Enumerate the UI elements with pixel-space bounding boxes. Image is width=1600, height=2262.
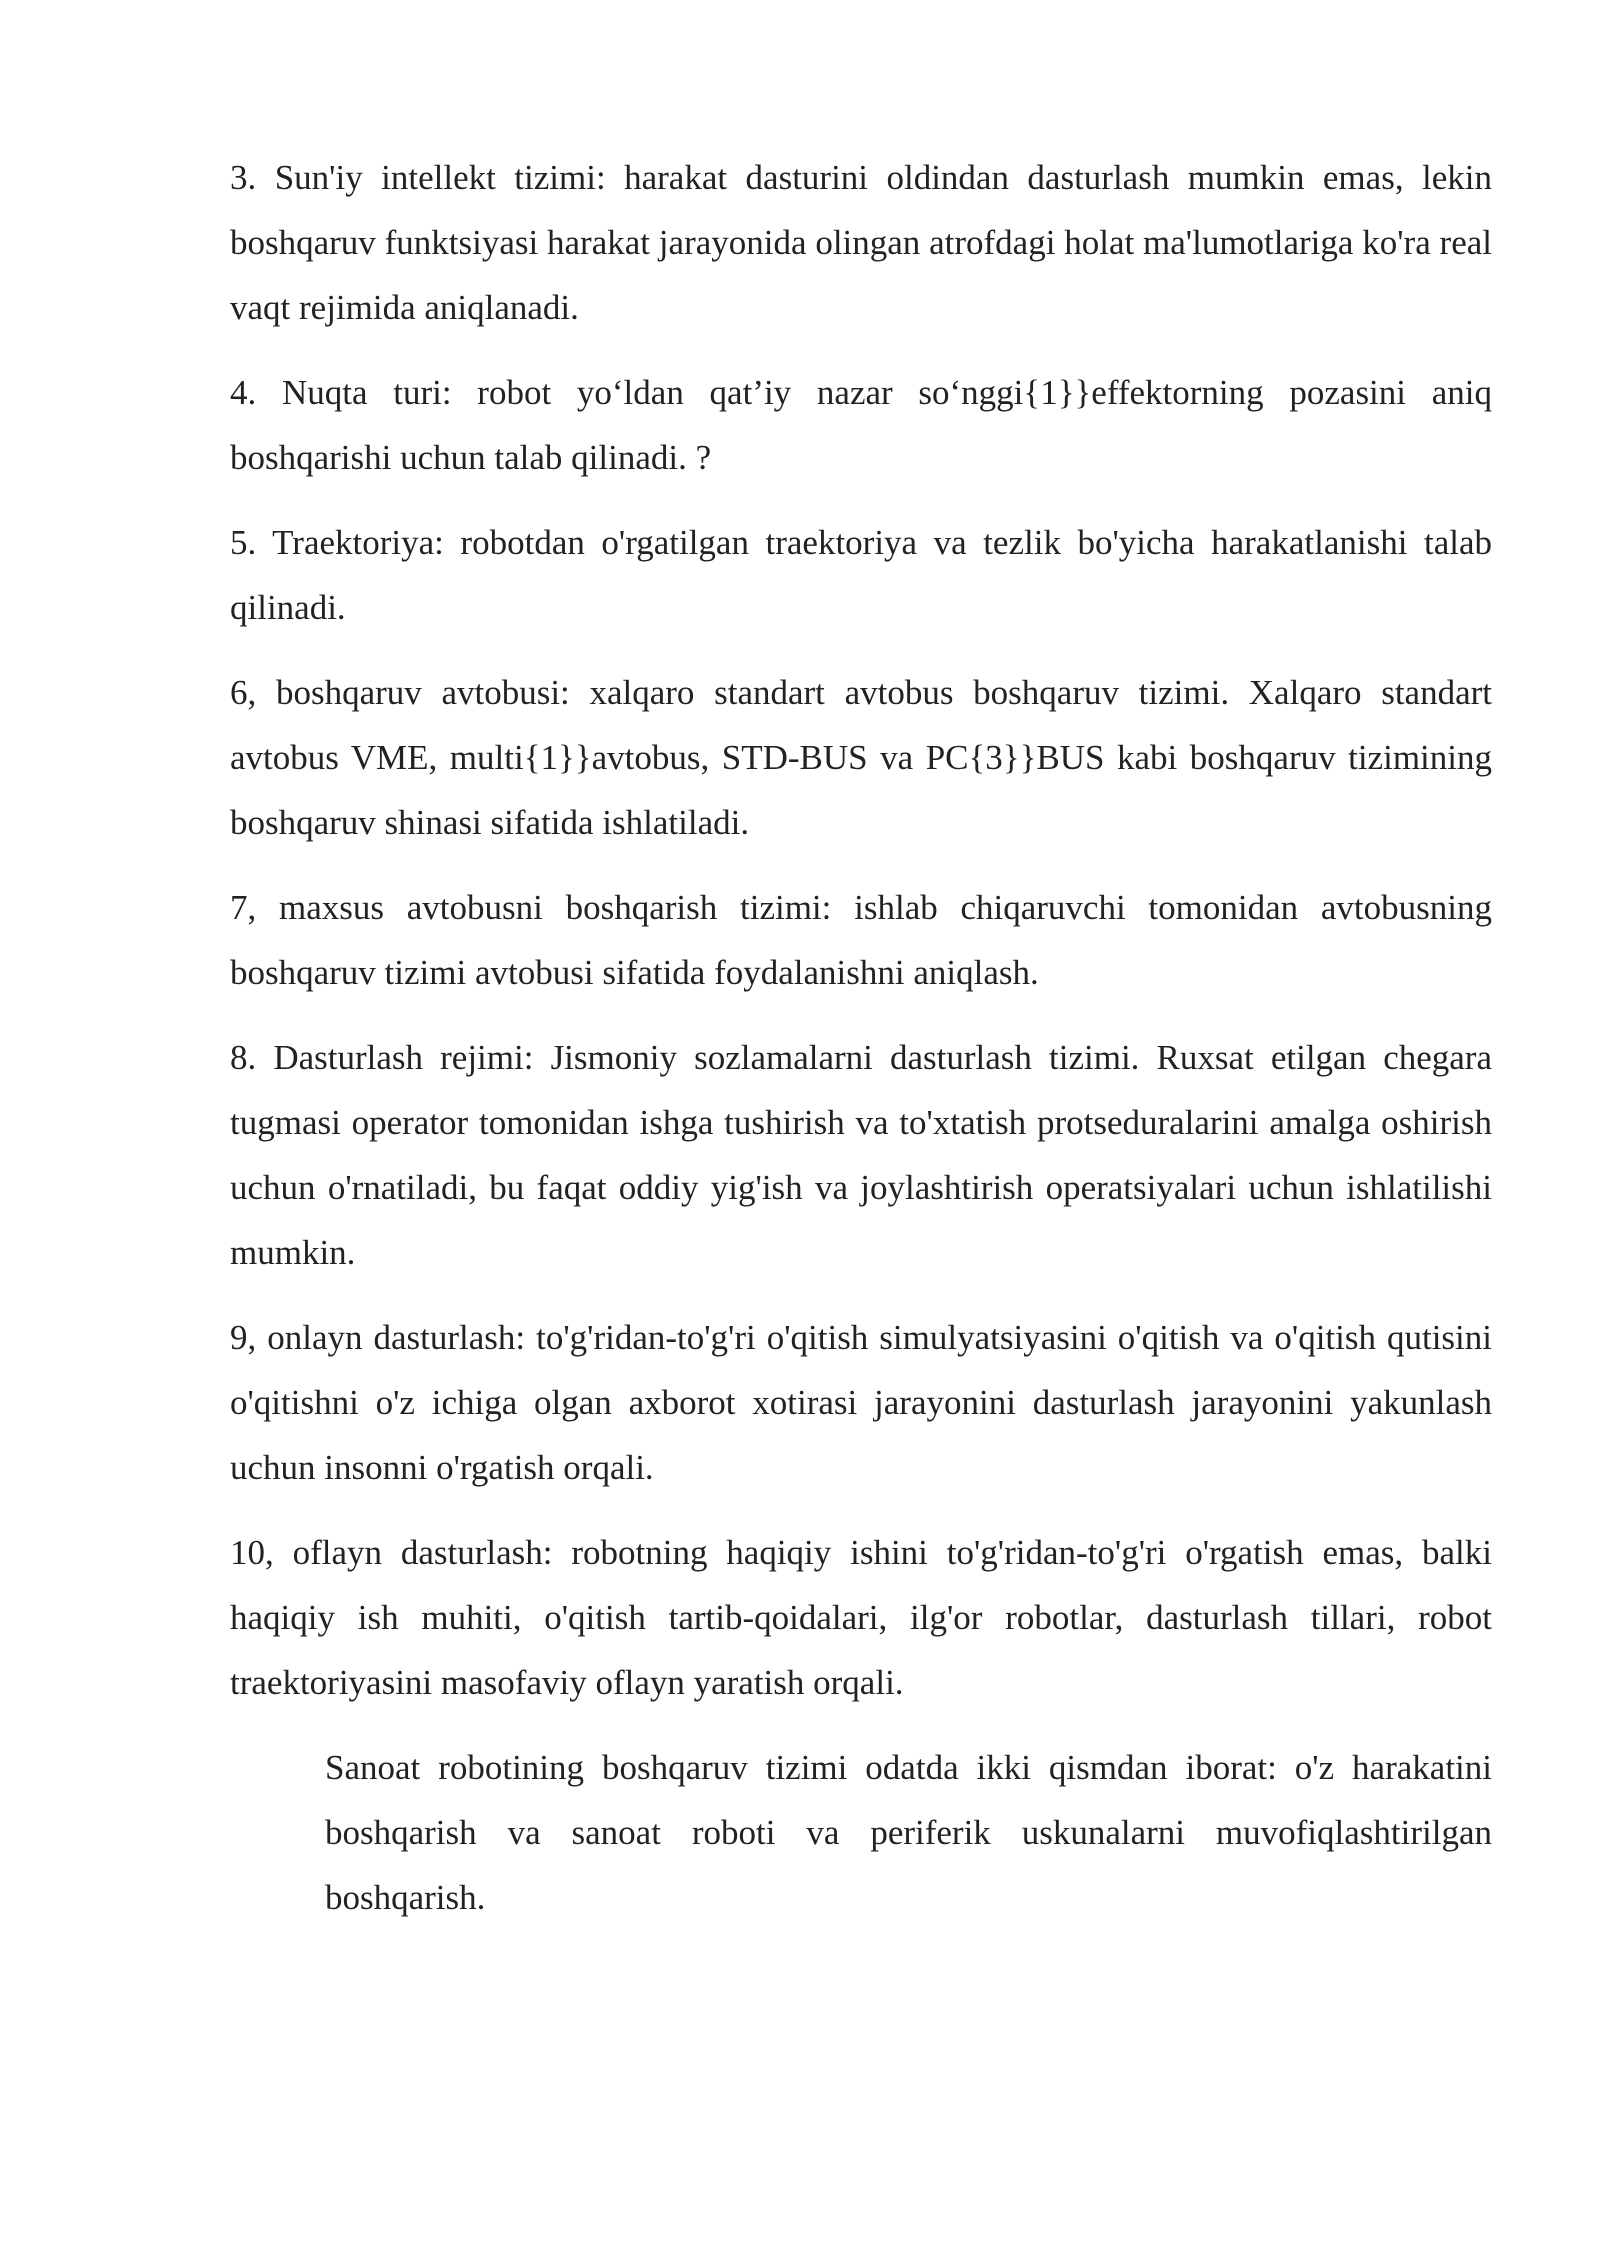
document-body bbox=[230, 145, 1492, 1950]
paragraph-item-10: 10, oflayn dasturlash: robotning haqiqiy ishini to'g'ridan-to'g'ri o'rgatish emas, balki haqiqiy ish muhiti, o'qitish tartib-qoidalari, ilg'or robotlar, dasturlash tillari, robot traektoriyasini masofaviy oflayn yaratish orqali. bbox=[230, 1533, 1492, 1702]
paragraph-item-8: 8. Dasturlash rejimi: Jismoniy sozlamalarni dasturlash tizimi. Ruxsat etilgan chegara tugmasi operator tomonidan ishga tushirish va to'xtatish protseduralarini amalga oshirish uchun o'rnatiladi, bu faqat oddiy yig'ish va joylashtirish operatsiyalari uchun ishlatilishi mumkin. bbox=[230, 1038, 1492, 1272]
paragraph-item-5: 5. Traektoriya: robotdan o'rgatilgan traektoriya va tezlik bo'yicha harakatlanishi talab qilinadi. bbox=[230, 523, 1492, 627]
paragraph-item-4: 4. Nuqta turi: robot yo‘ldan qat’iy nazar so‘nggi{1}}effektorning pozasini aniq boshqarishi uchun talab qilinadi. ? bbox=[230, 373, 1492, 477]
summary-paragraph: Sanoat robotining boshqaruv tizimi odatda ikki qismdan iborat: o'z harakatini boshqarish va sanoat roboti va periferik uskunalarni muvofiqlashtirilgan boshqarish. bbox=[325, 1748, 1492, 1917]
paragraph-item-6: 6, boshqaruv avtobusi: xalqaro standart avtobus boshqaruv tizimi. Xalqaro standart avtobus VME, multi{1}}avtobus, STD-BUS va PC{3}}BUS kabi boshqaruv tizimining boshqaruv shinasi sifatida ishlatiladi. bbox=[230, 673, 1492, 842]
paragraph-item-9: 9, onlayn dasturlash: to'g'ridan-to'g'ri o'qitish simulyatsiyasini o'qitish va o'qitish qutisini o'qitishni o'z ichiga olgan axborot xotirasi jarayonini dasturlash jarayonini yakunlash uchun insonni o'rgatish orqali. bbox=[230, 1318, 1492, 1487]
paragraph-item-3: 3. Sun'iy intellekt tizimi: harakat dasturini oldindan dasturlash mumkin emas, lekin boshqaruv funktsiyasi harakat jarayonida olingan atrofdagi holat ma'lumotlariga ko'ra real vaqt rejimida aniqlanadi. bbox=[230, 158, 1492, 327]
paragraph-item-7: 7, maxsus avtobusni boshqarish tizimi: ishlab chiqaruvchi tomonidan avtobusning boshqaruv tizimi avtobusi sifatida foydalanishni aniqlash. bbox=[230, 888, 1492, 992]
